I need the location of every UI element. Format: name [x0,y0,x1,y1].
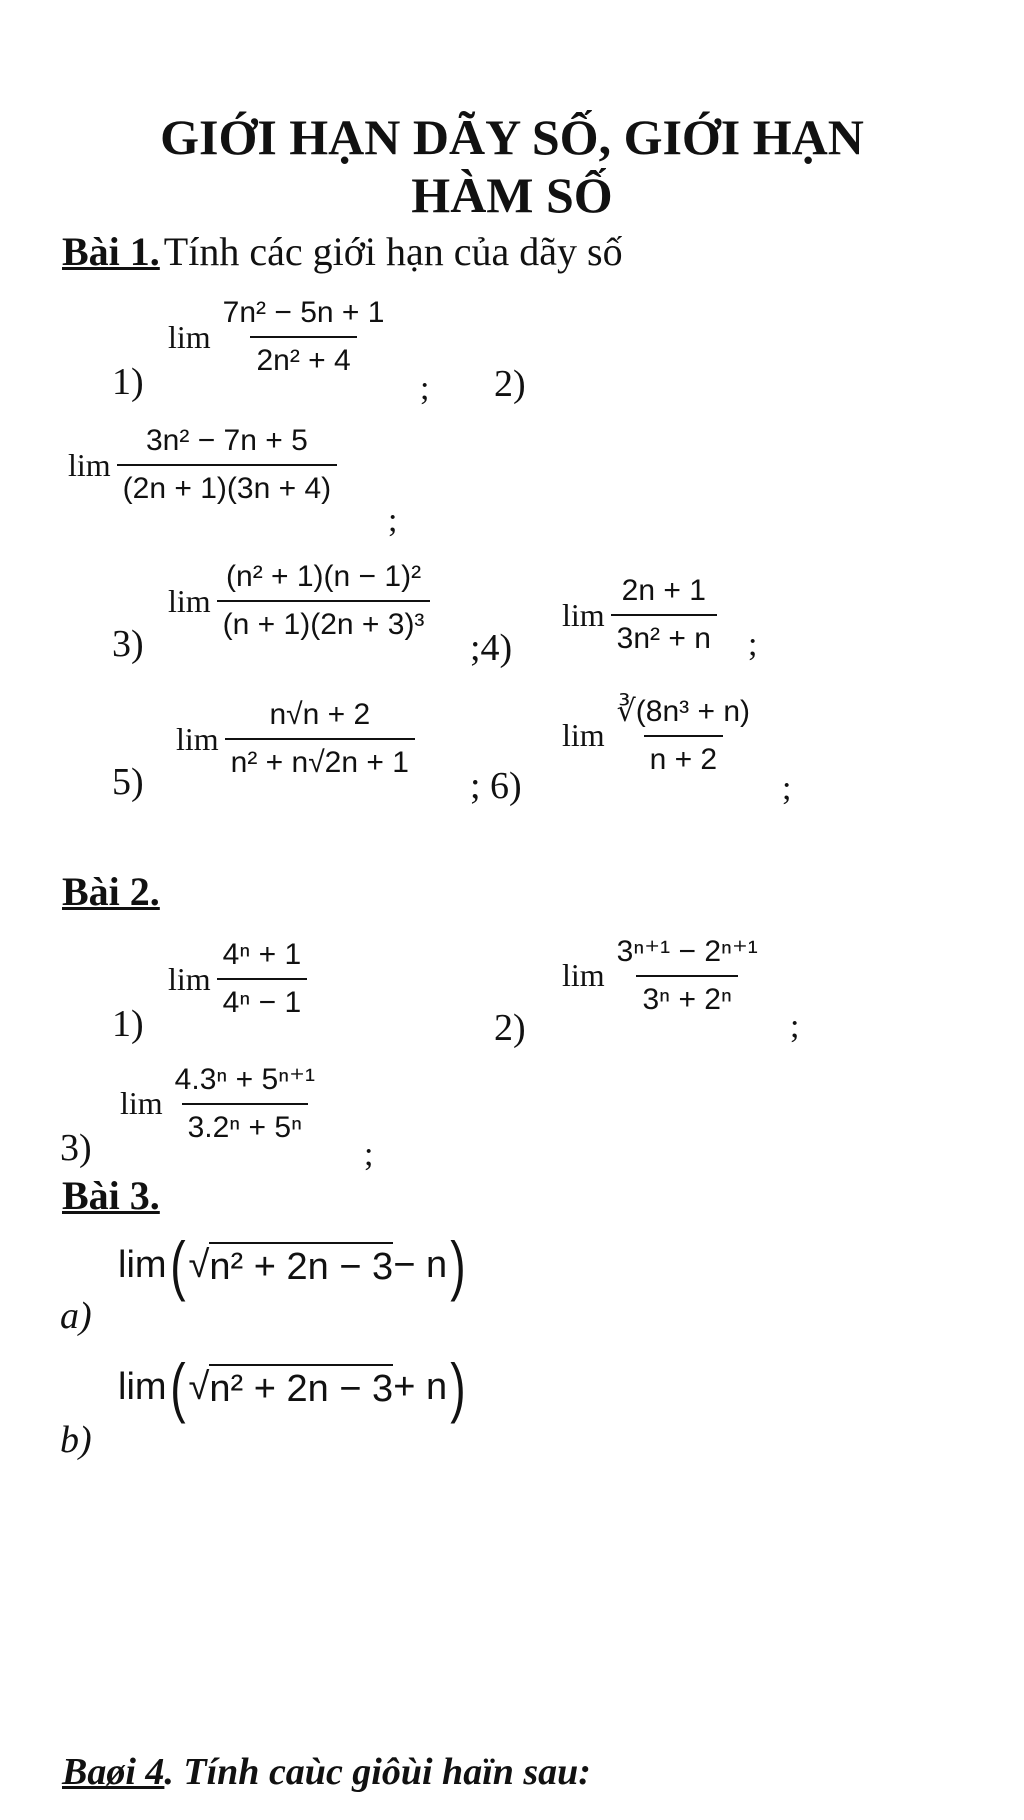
bai2-label-1: 1) [112,1003,144,1045]
lim-op: lim [118,1365,167,1408]
right-paren: ) [450,1228,466,1302]
numerator: 2n + 1 [621,574,706,607]
radicand: n² + 2n − 3 [209,1242,393,1289]
tail-term: − n [393,1243,448,1286]
lim-op: lim [168,582,211,619]
bai1-expr-6 [562,694,756,777]
fraction [611,694,756,777]
denominator: 4ⁿ − 1 [217,978,308,1020]
denominator: 3n² + n [611,614,717,656]
sqrt-sign: √ [188,1243,210,1286]
numerator: 3n² − 7n + 5 [146,424,308,457]
numerator: 4.3ⁿ + 5ⁿ⁺¹ [174,1063,315,1096]
separator: ; [782,770,792,807]
bai4-heading: Baøi 4 [62,1751,165,1793]
tail-term: + n [393,1365,448,1408]
bai3-expr-a [118,1228,469,1302]
page-title-line1: GIỚI HẠN DÃY SỐ, GIỚI HẠN [160,109,864,165]
bai1-heading: Bài 1. [62,229,160,274]
numerator: 4ⁿ + 1 [222,938,302,971]
numerator: n√n + 2 [269,698,371,731]
numerator: ∛(8n³ + n) [616,695,751,728]
fraction [217,560,431,642]
bai1-expr-3 [168,560,430,642]
bai3-expr-b [118,1350,469,1424]
bai2-expr-3 [120,1062,321,1145]
bai2-heading: Bài 2. [62,869,160,914]
denominator: 3.2ⁿ + 5ⁿ [182,1103,308,1145]
bai1-text: Tính các giới hạn của dãy số [163,229,623,274]
bai3-label-b: b) [60,1419,92,1461]
fraction [169,1062,321,1145]
bai2-expr-2 [562,934,764,1017]
bai1-expr-4 [562,574,717,656]
lim-op: lim [118,1243,167,1286]
lim-op: lim [562,596,605,633]
separator: ; [748,626,758,663]
bai1-label-5: 5) [112,761,144,803]
denominator: n² + n√2n + 1 [225,738,415,780]
denominator: 2n² + 4 [250,336,356,378]
radicand: n² + 2n − 3 [209,1364,393,1411]
lim-op: lim [562,717,605,753]
denominator: (2n + 1)(3n + 4) [117,464,337,506]
left-paren: ( [169,1350,186,1424]
bai1-label-6: ; 6) [470,765,522,807]
bai4-text: . Tính caùc giôùi haïn sau: [164,1751,591,1793]
fraction [225,698,415,780]
numerator: (n² + 1)(n − 1)² [226,560,422,593]
separator: ; [388,502,398,539]
fraction [117,424,337,506]
bai1-expr-5 [176,698,415,780]
lim-op: lim [168,318,211,355]
numerator: 3ⁿ⁺¹ − 2ⁿ⁺¹ [616,935,758,968]
bai2-label-3: 3) [60,1127,92,1169]
separator: ; [420,370,430,407]
fraction [611,574,717,656]
fraction [217,938,308,1020]
page-title-line2: HÀM SỐ [411,167,613,223]
denominator: n + 2 [644,735,724,777]
bai1-heading-row [62,228,623,275]
lim-op: lim [562,957,605,993]
bai2-expr-1 [168,938,307,1020]
lim-op: lim [120,1085,163,1121]
bai1-label-2: 2) [494,363,526,405]
lim-op: lim [176,720,219,757]
bai3-label-a: a) [60,1295,92,1337]
bai1-expr-1 [168,296,390,378]
bai1-label-1: 1) [112,361,144,403]
separator: ; [790,1008,800,1045]
bai1-label-4: ;4) [470,627,513,669]
lim-op: lim [168,960,211,997]
fraction [611,934,764,1017]
numerator: 7n² − 5n + 1 [222,296,385,329]
lim-op: lim [68,446,111,483]
sqrt-sign: √ [188,1365,210,1408]
denominator: (n + 1)(2n + 3)³ [217,600,431,642]
left-paren: ( [169,1228,186,1302]
denominator: 3ⁿ + 2ⁿ [636,975,737,1017]
separator: ; [364,1136,374,1173]
bai3-heading: Bài 3. [62,1173,160,1218]
bai1-expr-2 [68,424,337,506]
right-paren: ) [450,1350,466,1424]
bai2-label-2: 2) [494,1007,526,1049]
fraction [217,296,391,378]
bai1-label-3: 3) [112,623,144,665]
bai4-row [62,1750,591,1794]
